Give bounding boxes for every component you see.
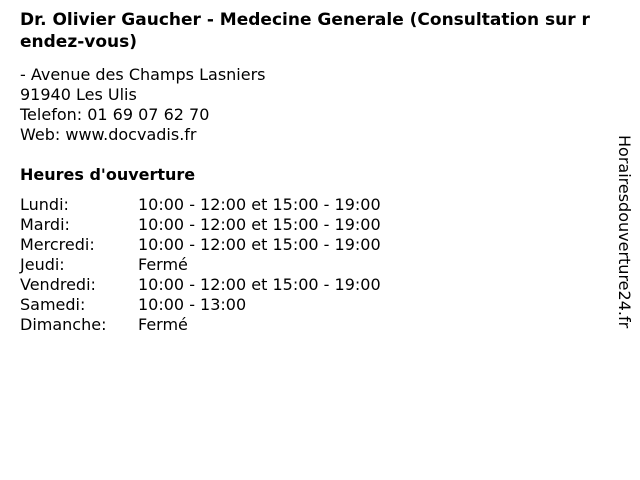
day-hours: 10:00 - 12:00 et 15:00 - 19:00 (138, 235, 381, 254)
day-hours: 10:00 - 12:00 et 15:00 - 19:00 (138, 195, 381, 214)
site-watermark: Horairesdouverture24.fr (615, 135, 634, 329)
day-label: Mardi: (20, 215, 70, 234)
opening-hours-heading: Heures d'ouverture (20, 165, 196, 184)
address-block (20, 65, 610, 145)
street-address: - Avenue des Champs Lasniers (20, 65, 266, 84)
day-label: Lundi: (20, 195, 69, 214)
hours-row-tuesday (20, 215, 610, 235)
day-hours: Fermé (138, 315, 188, 334)
hours-row-sunday (20, 315, 610, 335)
hours-row-wednesday (20, 235, 610, 255)
city-address: 91940 Les Ulis (20, 85, 137, 104)
day-label: Samedi: (20, 295, 86, 314)
day-hours: 10:00 - 12:00 et 15:00 - 19:00 (138, 275, 381, 294)
day-label: Jeudi: (20, 255, 65, 274)
day-label: Dimanche: (20, 315, 107, 334)
hours-row-friday (20, 275, 610, 295)
day-label: Mercredi: (20, 235, 95, 254)
business-title: Dr. Olivier Gaucher - Medecine Generale (Consultation sur rendez-vous) (20, 10, 590, 52)
day-hours: 10:00 - 13:00 (138, 295, 247, 314)
hours-row-monday (20, 195, 610, 215)
opening-hours-table (20, 195, 610, 335)
business-card (20, 9, 610, 335)
website: Web: www.docvadis.fr (20, 125, 197, 144)
phone-number: Telefon: 01 69 07 62 70 (20, 105, 210, 124)
day-hours: 10:00 - 12:00 et 15:00 - 19:00 (138, 215, 381, 234)
day-label: Vendredi: (20, 275, 96, 294)
hours-row-thursday (20, 255, 610, 275)
day-hours: Fermé (138, 255, 188, 274)
hours-row-saturday (20, 295, 610, 315)
